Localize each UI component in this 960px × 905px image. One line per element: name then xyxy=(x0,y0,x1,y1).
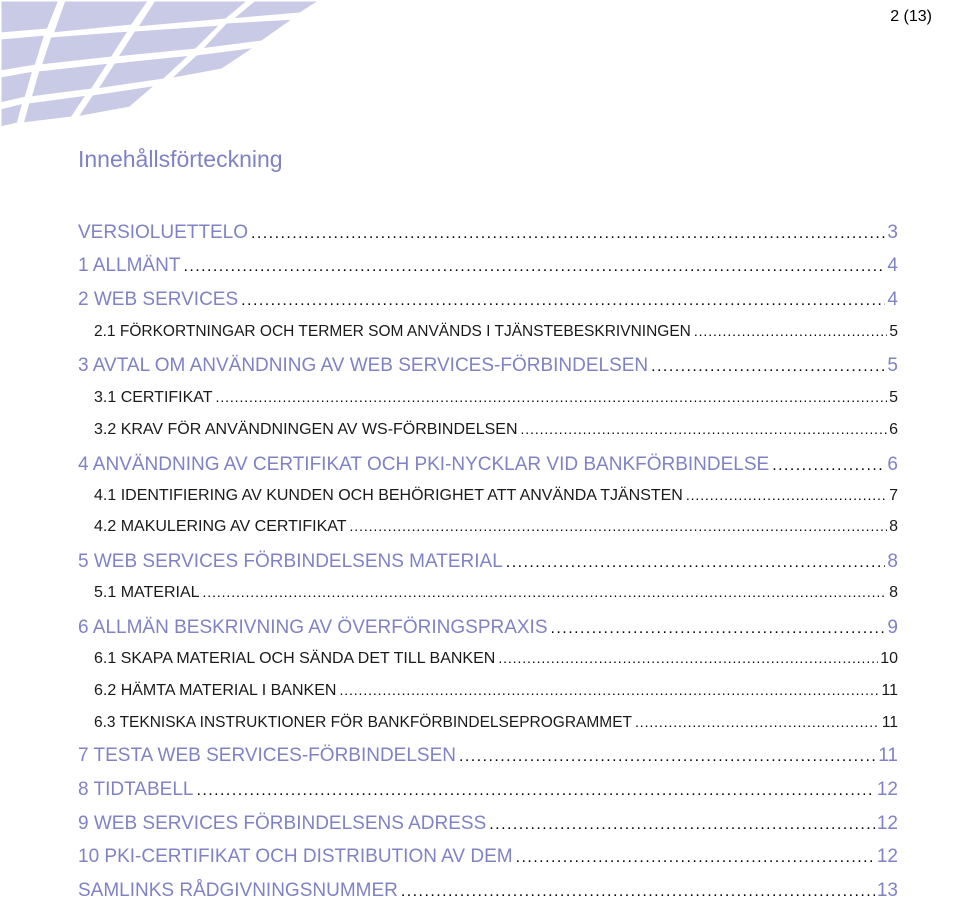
toc-entry[interactable] xyxy=(78,323,898,341)
toc-page-number: 5 xyxy=(887,355,898,376)
toc-page-number: 11 xyxy=(881,714,898,731)
toc-entry[interactable] xyxy=(78,779,898,801)
toc-entry[interactable] xyxy=(78,650,898,668)
toc-entry-text: 1 ALLMÄNT xyxy=(78,255,181,276)
toc-entry-text: 8 TIDTABELL xyxy=(78,779,194,800)
toc-entry-text: VERSIOLUETTELO xyxy=(78,222,248,243)
toc-leader xyxy=(350,518,888,534)
toc-page-number: 10 xyxy=(880,650,898,667)
toc-leader xyxy=(521,421,888,437)
toc-page-number: 12 xyxy=(876,846,898,867)
toc-entry[interactable] xyxy=(78,421,898,439)
toc-leader xyxy=(686,487,887,503)
toc-entry[interactable] xyxy=(78,584,898,602)
toc-entry[interactable] xyxy=(78,518,898,536)
toc-entry-text: 5.1 MATERIAL xyxy=(94,584,200,601)
toc-entry-text: 3 AVTAL OM ANVÄNDNING AV WEB SERVICES-FÖRBINDELSEN xyxy=(78,355,649,376)
toc-entry-text: 9 WEB SERVICES FÖRBINDELSENS ADRESS xyxy=(78,813,487,834)
toc-leader xyxy=(506,554,886,572)
toc-entry[interactable] xyxy=(78,551,898,573)
toc-title: Innehållsförteckning xyxy=(78,146,283,172)
toc-entry-text: 7 TESTA WEB SERVICES-FÖRBINDELSEN xyxy=(78,745,456,766)
toc-entry[interactable] xyxy=(78,880,898,902)
toc-leader xyxy=(459,748,876,766)
toc-leader xyxy=(241,292,885,310)
toc-entry[interactable] xyxy=(78,255,898,277)
toc-page-number: 12 xyxy=(876,813,898,834)
toc-entry[interactable] xyxy=(78,355,898,377)
toc-entry-text: 4.2 MAKULERING AV CERTIFIKAT xyxy=(94,518,347,535)
toc-page-number: 5 xyxy=(889,323,898,340)
toc-page-number: 9 xyxy=(887,617,898,638)
toc-entry-text: 6 ALLMÄN BESKRIVNING AV ÖVERFÖRINGSPRAXIS xyxy=(78,617,548,638)
toc-entry-text: 10 PKI-CERTIFIKAT OCH DISTRIBUTION AV DEM xyxy=(78,846,513,867)
toc-page-number: 11 xyxy=(881,682,898,699)
toc-entry-text: 4 ANVÄNDNING AV CERTIFIKAT OCH PKI-NYCKLAR VID BANKFÖRBINDELSE xyxy=(78,454,770,475)
toc-page-number: 5 xyxy=(889,389,898,406)
toc-leader xyxy=(635,714,880,730)
toc-page-number: 4 xyxy=(887,289,898,310)
toc-entry[interactable] xyxy=(78,454,898,476)
toc-page-number: 7 xyxy=(889,487,898,504)
toc-entry-text: 2 WEB SERVICES xyxy=(78,289,239,310)
toc-page-number: 12 xyxy=(876,779,898,800)
toc-entry[interactable] xyxy=(78,389,898,407)
toc-leader xyxy=(694,323,888,339)
toc-entry[interactable] xyxy=(78,745,898,767)
toc-entry[interactable] xyxy=(78,714,898,732)
toc-entry-text: 6.3 TEKNISKA INSTRUKTIONER FÖR BANKFÖRBINDELSEPROGRAMMET xyxy=(94,714,633,731)
toc-page-number: 3 xyxy=(887,222,898,243)
toc-entry-text: 6.1 SKAPA MATERIAL OCH SÄNDA DET TILL BANKEN xyxy=(94,650,496,667)
toc-leader xyxy=(339,682,879,698)
toc-leader xyxy=(516,849,875,867)
toc-leader xyxy=(196,782,874,800)
toc-entry[interactable] xyxy=(78,617,898,639)
page-number: 2 (13) xyxy=(890,8,932,25)
toc-leader xyxy=(651,358,885,376)
toc-entry[interactable] xyxy=(78,846,898,868)
toc-page-number: 6 xyxy=(889,421,898,438)
toc-leader xyxy=(401,883,875,901)
toc-entry-text: 5 WEB SERVICES FÖRBINDELSENS MATERIAL xyxy=(78,551,503,572)
toc-page-number: 4 xyxy=(887,255,898,276)
toc-leader xyxy=(772,457,885,475)
toc-leader xyxy=(183,258,885,276)
toc-leader xyxy=(551,620,886,638)
toc-page-number: 11 xyxy=(878,745,898,766)
toc-page-number: 8 xyxy=(889,584,898,601)
toc-entry[interactable] xyxy=(78,222,898,244)
toc-leader xyxy=(216,389,888,405)
toc-entry-text: 6.2 HÄMTA MATERIAL I BANKEN xyxy=(94,682,337,699)
toc-entry[interactable] xyxy=(78,813,898,835)
toc-entry-text: 3.1 CERTIFIKAT xyxy=(94,389,213,406)
toc-entry[interactable] xyxy=(78,487,898,505)
toc-page-number: 6 xyxy=(887,454,898,475)
toc-entry-text: SAMLINKS RÅDGIVNINGSNUMMER xyxy=(78,880,398,901)
toc-leader xyxy=(251,225,885,243)
toc-entry[interactable] xyxy=(78,682,898,700)
toc-entry-text: 3.2 KRAV FÖR ANVÄNDNINGEN AV WS-FÖRBINDELSEN xyxy=(94,421,518,438)
toc-page-number: 8 xyxy=(887,551,898,572)
toc-entry-text: 4.1 IDENTIFIERING AV KUNDEN OCH BEHÖRIGHET ATT ANVÄNDA TJÄNSTEN xyxy=(94,487,683,504)
toc-leader xyxy=(203,584,888,600)
toc-leader xyxy=(489,816,875,834)
toc-page-number: 13 xyxy=(876,880,898,901)
toc-page-number: 8 xyxy=(889,518,898,535)
toc-leader xyxy=(498,650,878,666)
toc-entry-text: 2.1 FÖRKORTNINGAR OCH TERMER SOM ANVÄNDS I TJÄNSTEBESKRIVNINGEN xyxy=(94,323,691,340)
toc-entry[interactable] xyxy=(78,289,898,311)
